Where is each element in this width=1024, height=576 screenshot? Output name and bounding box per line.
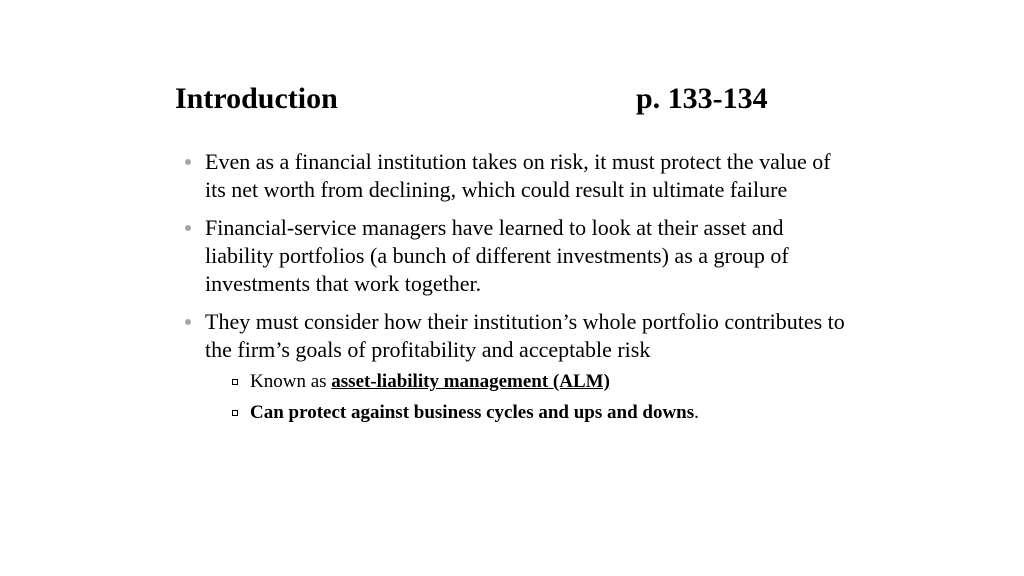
slide-title: Introduction <box>175 82 338 115</box>
sub-bullet-item <box>205 401 850 425</box>
sub-bullet-suffix: . <box>694 402 699 423</box>
bullet-text: Financial-service managers have learned to look at their asset and liability portfolios (a bunch of different investments) as a group of investments that work together. <box>205 215 789 296</box>
slide-content <box>185 148 850 435</box>
bullet-item <box>185 148 850 204</box>
bullet-dot-icon <box>185 319 191 325</box>
bullet-text: Even as a financial institution takes on risk, it must protect the value of its net worth from declining, which could result in ultimate failure <box>205 149 831 202</box>
bullet-dot-icon <box>185 225 191 231</box>
sub-bullet-list <box>205 370 850 425</box>
sub-bullet-emphasis: Can protect against business cycles and ups and downs <box>250 402 695 423</box>
page-reference: p. 133-134 <box>636 82 768 115</box>
title-row <box>175 80 815 120</box>
sub-bullet-item <box>205 370 850 394</box>
bullet-item <box>185 214 850 298</box>
alm-term: asset-liability management (ALM) <box>331 371 610 392</box>
bullet-dot-icon <box>185 159 191 165</box>
bullet-text: They must consider how their institution’s whole portfolio contributes to the firm’s goals of profitability and acceptable risk <box>205 309 845 362</box>
bullet-item <box>185 308 850 425</box>
square-bullet-icon <box>232 410 238 416</box>
square-bullet-icon <box>232 379 238 385</box>
sub-bullet-prefix: Known as <box>250 371 332 392</box>
